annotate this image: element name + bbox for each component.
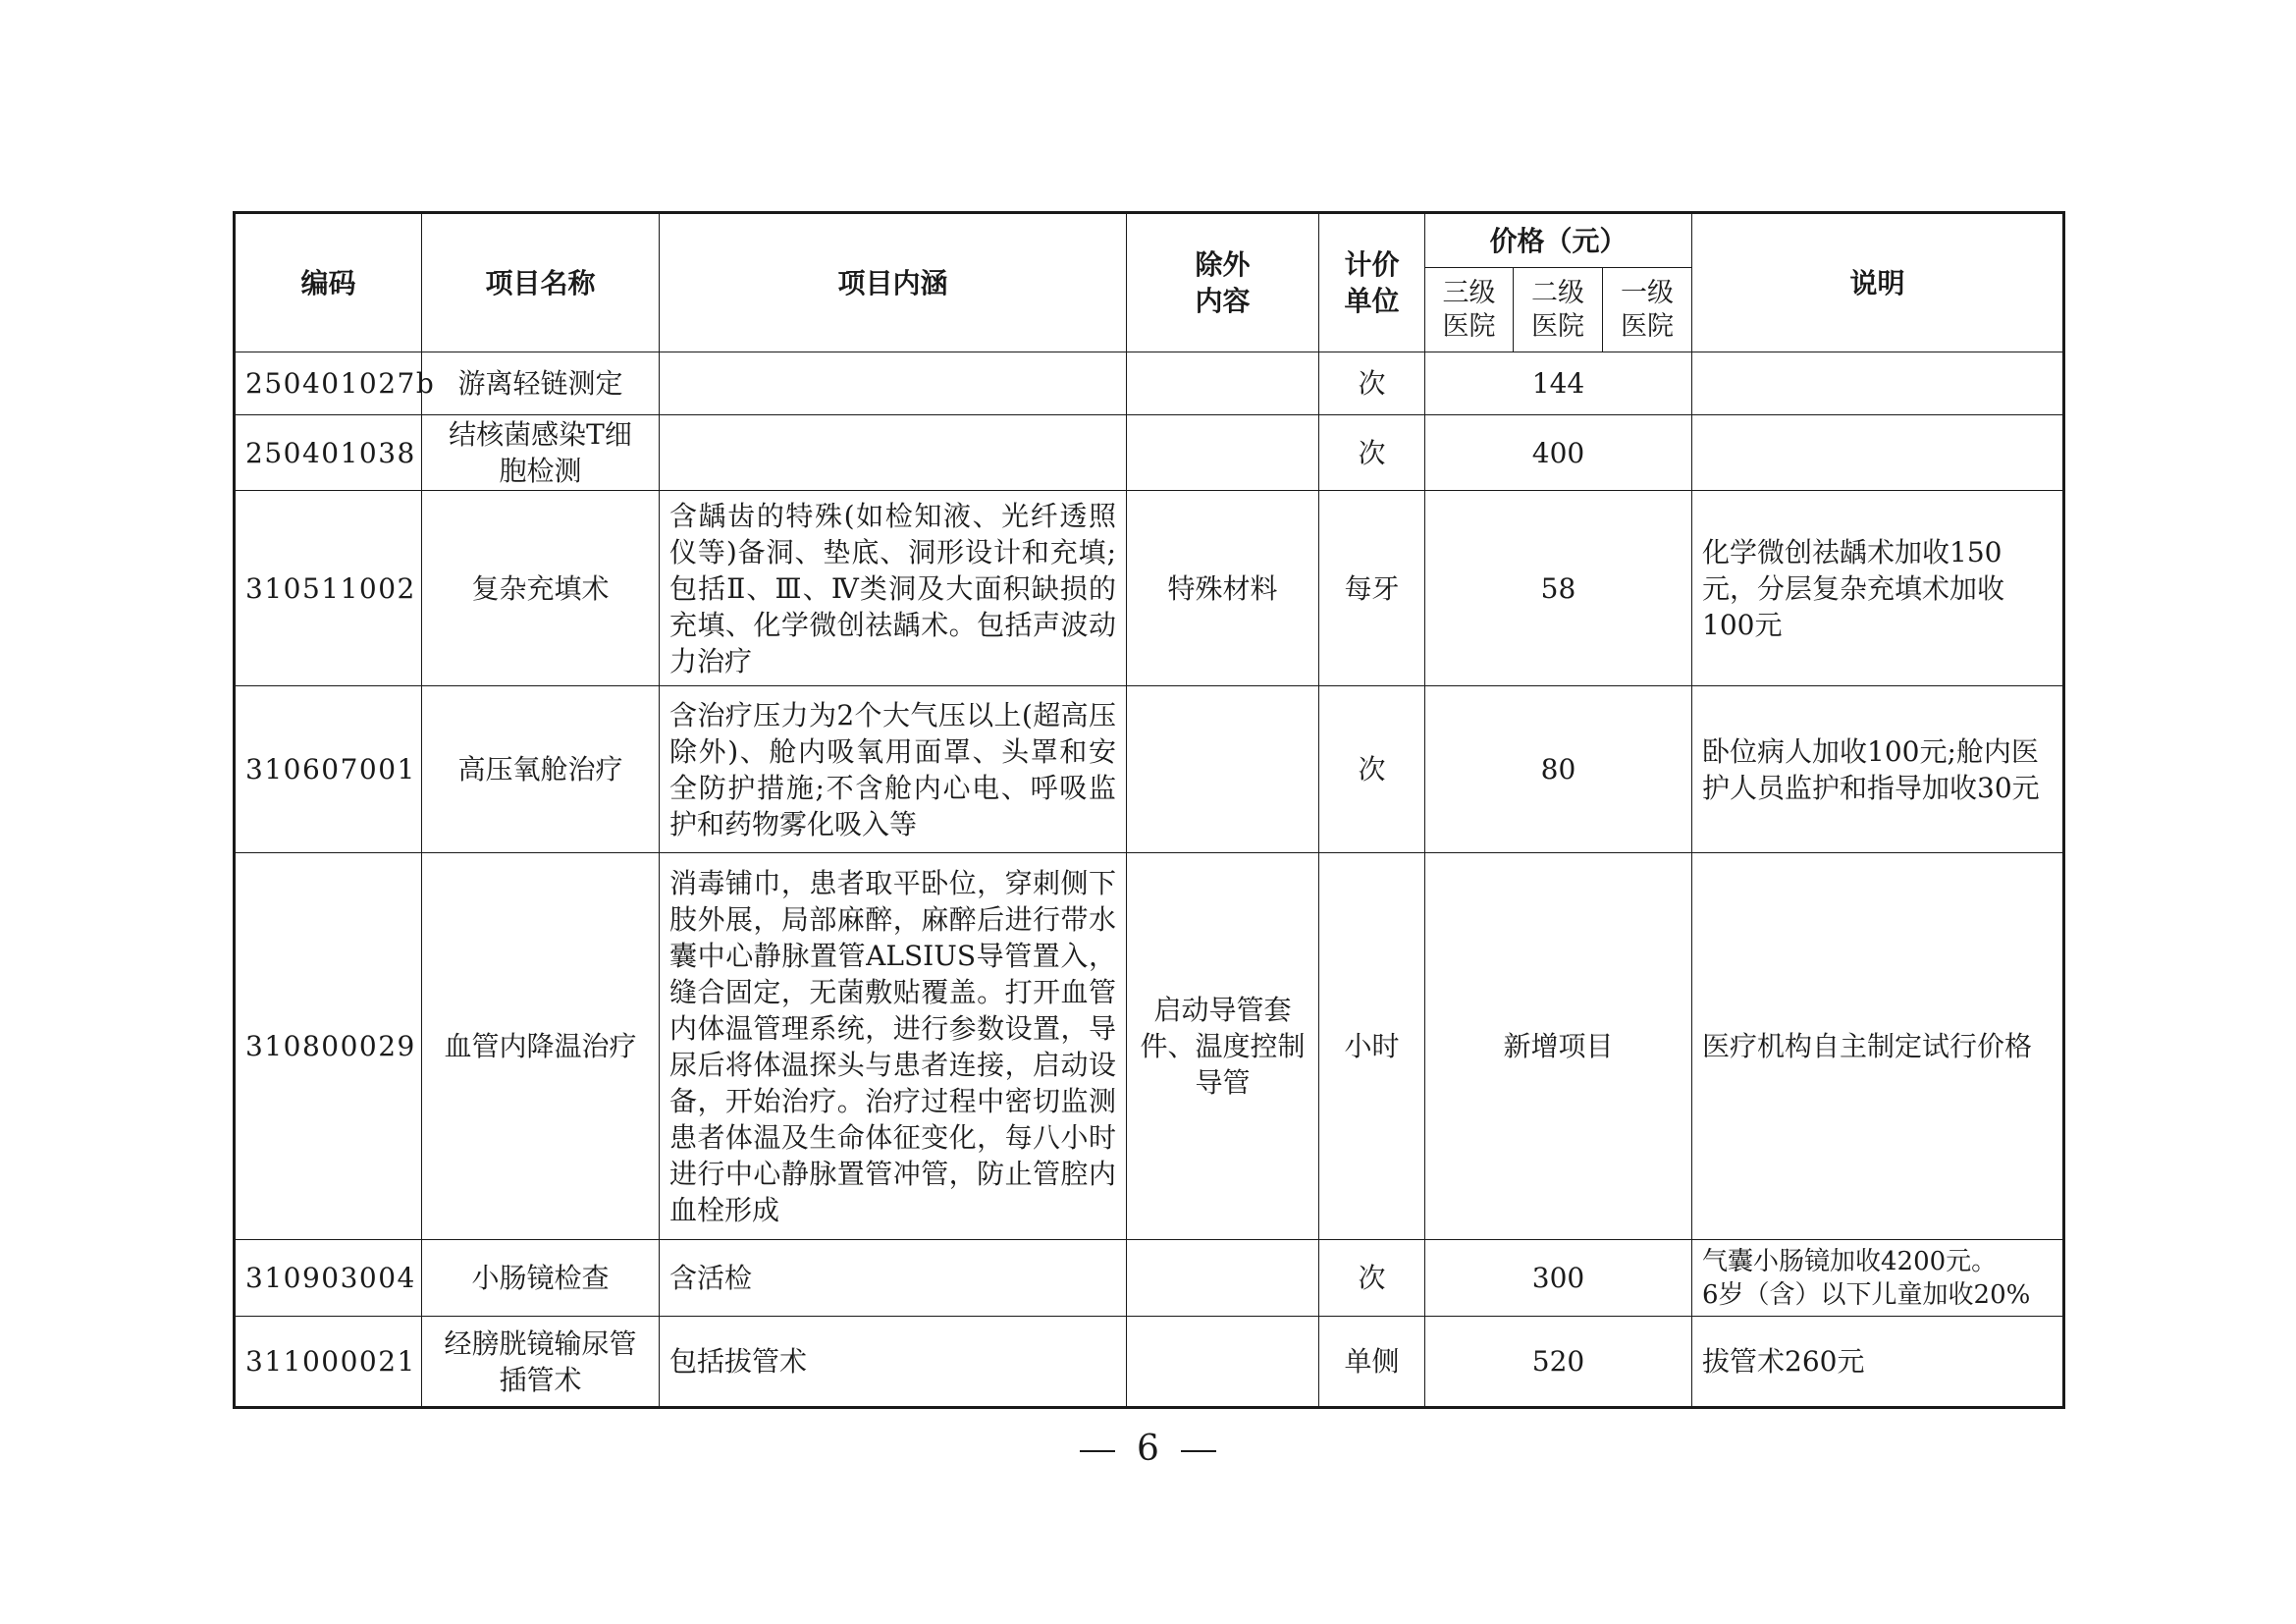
cell-unit: 次: [1319, 686, 1425, 853]
header-level1: 一级 医院: [1603, 268, 1692, 352]
table-row: [235, 352, 2064, 415]
cell-content: 包括拔管术: [660, 1317, 1127, 1408]
header-note: 说明: [1692, 213, 2064, 352]
table-row: [235, 1240, 2064, 1317]
cell-unit: 小时: [1319, 853, 1425, 1240]
cell-content: 含治疗压力为2个大气压以上(超高压除外)、舱内吸氧用面罩、头罩和安全防护措施;不含舱内心电、呼吸监护和药物雾化吸入等: [660, 686, 1127, 853]
cell-name: 小肠镜检查: [422, 1240, 660, 1317]
header-price: 价格（元）: [1425, 213, 1692, 268]
cell-price: 520: [1425, 1317, 1692, 1408]
price-table-container: [233, 211, 2062, 1409]
cell-note: 化学微创祛龋术加收150元，分层复杂充填术加收100元: [1692, 491, 2064, 686]
cell-price: 300: [1425, 1240, 1692, 1317]
cell-code: 311000021: [235, 1317, 422, 1408]
cell-content: 消毒铺巾，患者取平卧位，穿刺侧下肢外展，局部麻醉，麻醉后进行带水囊中心静脉置管ALSIUS导管置入，缝合固定，无菌敷贴覆盖。打开血管内体温管理系统，进行参数设置，导尿后将体温探头与患者连接，启动设备，开始治疗。治疗过程中密切监测患者体温及生命体征变化，每八小时进行中心静脉置管冲管，防止管腔内血栓形成: [660, 853, 1127, 1240]
price-table: [233, 211, 2065, 1409]
cell-price: 80: [1425, 686, 1692, 853]
header-unit: 计价 单位: [1319, 213, 1425, 352]
table-row: [235, 491, 2064, 686]
cell-code: 250401027b: [235, 352, 422, 415]
cell-note: 拔管术260元: [1692, 1317, 2064, 1408]
cell-name: 游离轻链测定: [422, 352, 660, 415]
cell-content: 含龋齿的特殊(如检知液、光纤透照仪等)备洞、垫底、洞形设计和充填;包括Ⅱ、Ⅲ、Ⅳ类洞及大面积缺损的充填、化学微创祛龋术。包括声波动力治疗: [660, 491, 1127, 686]
cell-price: 新增项目: [1425, 853, 1692, 1240]
dash-right: [1181, 1450, 1216, 1452]
cell-code: 250401038: [235, 415, 422, 491]
header-content: 项目内涵: [660, 213, 1127, 352]
header-level3: 三级 医院: [1425, 268, 1514, 352]
table-row: [235, 415, 2064, 491]
cell-content: [660, 352, 1127, 415]
cell-unit: 单侧: [1319, 1317, 1425, 1408]
table-row: [235, 853, 2064, 1240]
cell-excluded: [1127, 1317, 1319, 1408]
cell-note: 气囊小肠镜加收4200元。 6岁（含）以下儿童加收20%: [1692, 1240, 2064, 1317]
cell-name: 经膀胱镜输尿管插管术: [422, 1317, 660, 1408]
table-row: [235, 686, 2064, 853]
cell-price: 58: [1425, 491, 1692, 686]
table-header: [235, 213, 2064, 352]
cell-excluded: 启动导管套件、温度控制导管: [1127, 853, 1319, 1240]
dash-left: [1080, 1450, 1115, 1452]
cell-name: 血管内降温治疗: [422, 853, 660, 1240]
cell-unit: 次: [1319, 1240, 1425, 1317]
cell-note: 医疗机构自主制定试行价格: [1692, 853, 2064, 1240]
cell-code: 310903004: [235, 1240, 422, 1317]
cell-excluded: [1127, 1240, 1319, 1317]
page-number-value: 6: [1137, 1429, 1159, 1469]
cell-unit: 每牙: [1319, 491, 1425, 686]
header-level2: 二级 医院: [1514, 268, 1603, 352]
cell-unit: 次: [1319, 415, 1425, 491]
header-excluded: 除外 内容: [1127, 213, 1319, 352]
cell-note: [1692, 352, 2064, 415]
cell-code: 310511002: [235, 491, 422, 686]
table-body: [235, 352, 2064, 1408]
cell-code: 310800029: [235, 853, 422, 1240]
cell-excluded: [1127, 352, 1319, 415]
cell-price: 400: [1425, 415, 1692, 491]
cell-excluded: [1127, 686, 1319, 853]
header-name: 项目名称: [422, 213, 660, 352]
cell-name: 复杂充填术: [422, 491, 660, 686]
cell-content: [660, 415, 1127, 491]
cell-unit: 次: [1319, 352, 1425, 415]
cell-content: 含活检: [660, 1240, 1127, 1317]
header-code: 编码: [235, 213, 422, 352]
cell-excluded: 特殊材料: [1127, 491, 1319, 686]
cell-code: 310607001: [235, 686, 422, 853]
cell-excluded: [1127, 415, 1319, 491]
table-row: [235, 1317, 2064, 1408]
cell-price: 144: [1425, 352, 1692, 415]
cell-note: [1692, 415, 2064, 491]
cell-name: 结核菌感染T细胞检测: [422, 415, 660, 491]
cell-note: 卧位病人加收100元;舱内医护人员监护和指导加收30元: [1692, 686, 2064, 853]
page-number: [0, 1429, 2296, 1469]
cell-name: 高压氧舱治疗: [422, 686, 660, 853]
